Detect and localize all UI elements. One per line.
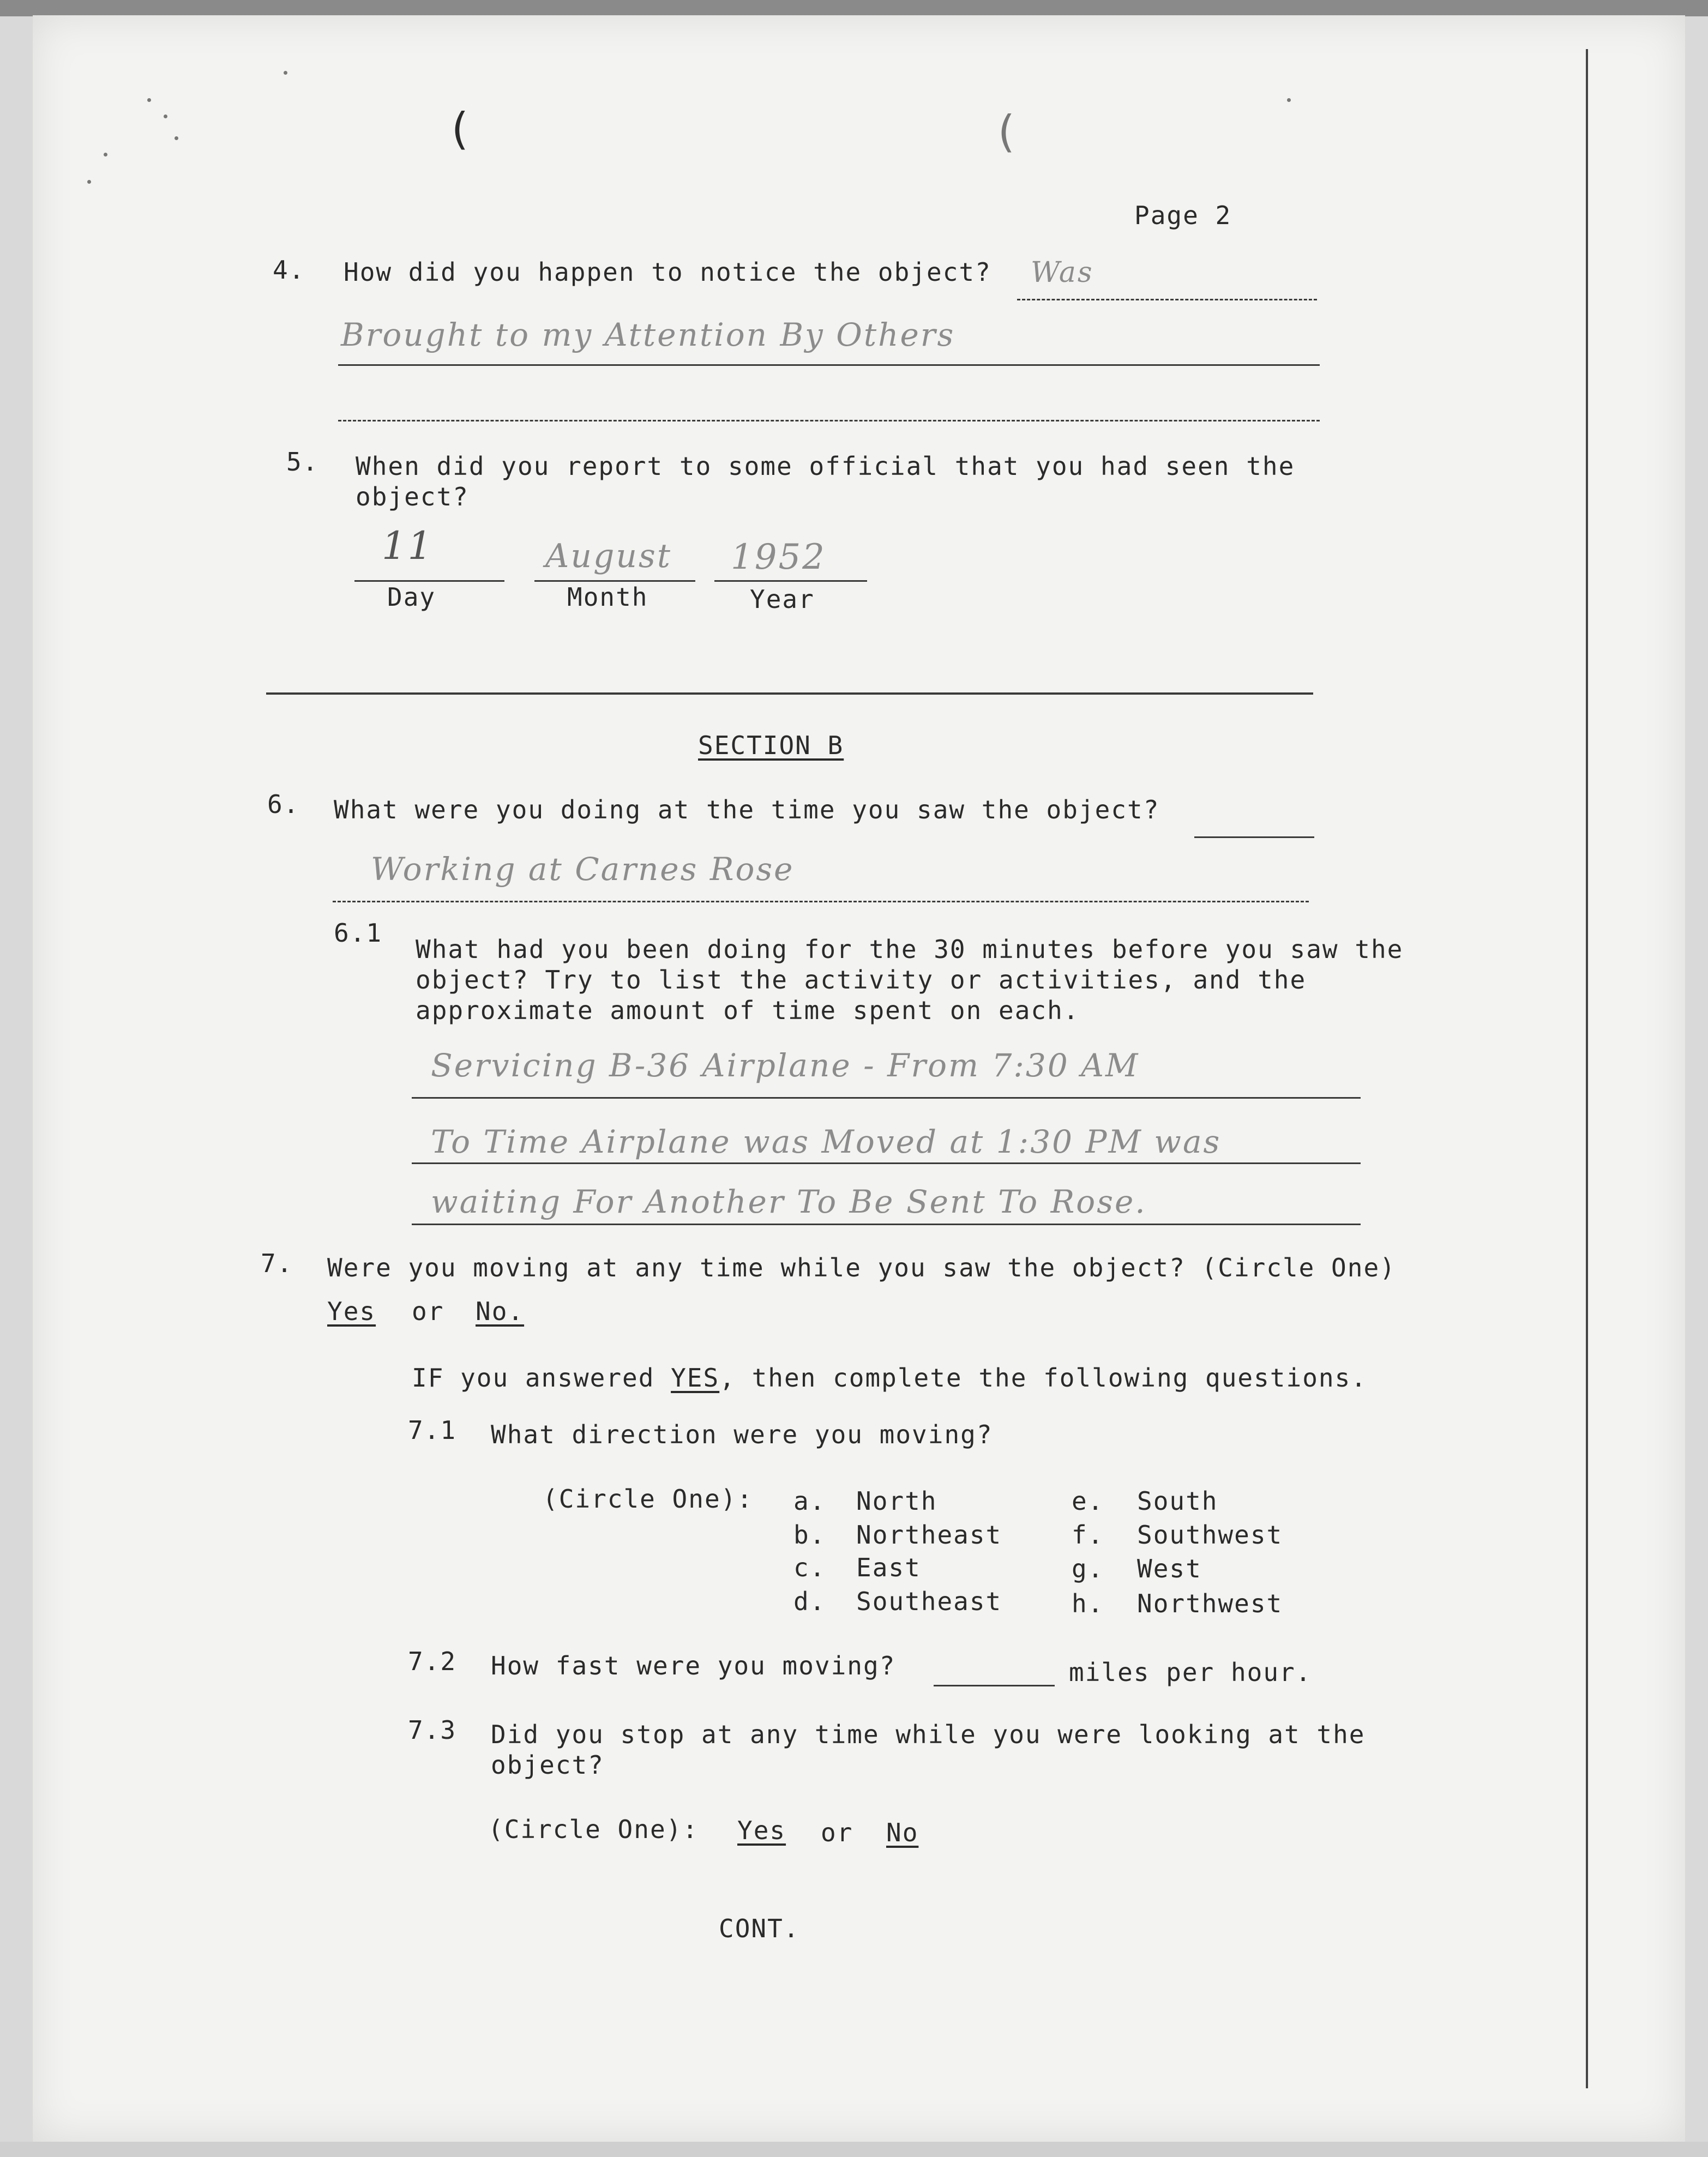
q5-day-label: Day <box>387 582 436 612</box>
q5-day-rule <box>354 580 504 582</box>
speck <box>164 115 167 118</box>
q71-option-letter: g. <box>1072 1554 1104 1583</box>
q5-question-line2: object? <box>356 482 469 511</box>
q7-no-option[interactable]: No. <box>476 1297 525 1326</box>
q73-no-option[interactable]: No <box>886 1818 919 1847</box>
q61-answer-line2: To Time Airplane was Moved at 1:30 PM was <box>431 1123 1222 1160</box>
q61-number: 6.1 <box>334 918 383 948</box>
q7-question: Were you moving at any time while you saw the object? (Circle One) <box>327 1253 1396 1282</box>
q7-if-yes-suffix: , then complete the following questions. <box>719 1363 1367 1393</box>
q6-answer: Working at Carnes Rose <box>371 851 795 888</box>
q71-option-letter: h. <box>1072 1589 1104 1618</box>
q72-speed-input[interactable] <box>934 1685 1055 1686</box>
q61-answer-rule3 <box>412 1224 1361 1225</box>
q71-option-letter: c. <box>793 1553 826 1582</box>
q5-month-value: August <box>545 537 672 575</box>
q71-option-east[interactable]: East <box>856 1553 921 1582</box>
q73-number: 7.3 <box>408 1715 457 1745</box>
paren-mark-right: ( <box>993 106 1020 157</box>
q71-option-letter: b. <box>793 1520 826 1550</box>
right-margin-rule <box>1586 49 1588 2088</box>
q61-answer-line3: waiting For Another To Be Sent To Rose. <box>431 1183 1147 1220</box>
q72-suffix: miles per hour. <box>1069 1658 1312 1687</box>
q72-question: How fast were you moving? <box>491 1651 896 1680</box>
q5-day-value: 11 <box>382 523 434 568</box>
q7-number: 7. <box>261 1249 293 1278</box>
q5-year-rule <box>714 580 867 582</box>
q5-month-label: Month <box>567 582 648 612</box>
section-divider <box>266 692 1313 695</box>
speck <box>175 136 178 140</box>
q71-number: 7.1 <box>408 1415 457 1445</box>
q4-answer-line2: Brought to my Attention By Others <box>341 316 955 353</box>
q7-or-label: or <box>412 1297 444 1326</box>
q61-answer-rule2 <box>412 1162 1361 1164</box>
q5-year-label: Year <box>750 585 815 614</box>
q73-or-label: or <box>821 1818 853 1847</box>
q7-if-yes-word: YES <box>671 1363 720 1393</box>
q5-month-rule <box>534 580 695 582</box>
page-number: Page 2 <box>1134 201 1232 230</box>
q73-question-line2: object? <box>491 1750 604 1780</box>
section-title: SECTION B <box>698 731 844 760</box>
q71-option-southwest[interactable]: Southwest <box>1137 1520 1283 1550</box>
q4-number: 4. <box>273 255 305 285</box>
speck <box>104 153 107 156</box>
q61-question-line1: What had you been doing for the 30 minutes before you saw the <box>416 935 1404 964</box>
q6-number: 6. <box>267 790 300 819</box>
q71-option-north[interactable]: North <box>856 1486 937 1516</box>
q7-if-yes-line <box>412 1363 1367 1393</box>
speck <box>284 71 287 75</box>
q71-option-south[interactable]: South <box>1137 1486 1218 1516</box>
q61-answer-rule1 <box>412 1097 1361 1099</box>
q71-circle-label: (Circle One): <box>543 1484 754 1514</box>
q71-option-letter: f. <box>1072 1520 1104 1550</box>
q71-question: What direction were you moving? <box>491 1420 993 1449</box>
q73-circle-label: (Circle One): <box>488 1815 699 1844</box>
speck <box>147 98 151 102</box>
q71-option-west[interactable]: West <box>1137 1554 1202 1583</box>
q7-yes-option[interactable]: Yes <box>327 1297 376 1326</box>
q6-answer-rule1 <box>1194 836 1314 838</box>
q4-answer-rule2 <box>338 364 1320 366</box>
q5-number: 5. <box>286 447 319 477</box>
q61-question-line3: approximate amount of time spent on each. <box>416 996 1080 1025</box>
continued-label: CONT. <box>719 1914 800 1943</box>
q4-answer-line1: Was <box>1031 256 1094 289</box>
q71-option-northeast[interactable]: Northeast <box>856 1520 1002 1550</box>
q72-number: 7.2 <box>408 1647 457 1676</box>
q73-yes-option[interactable]: Yes <box>737 1816 786 1845</box>
speck <box>87 180 91 184</box>
q73-question-line1: Did you stop at any time while you were looking at the <box>491 1720 1366 1749</box>
q4-question: How did you happen to notice the object? <box>344 257 991 287</box>
q6-answer-rule2 <box>333 901 1309 902</box>
q71-option-letter: e. <box>1072 1486 1104 1516</box>
q61-question-line2: object? Try to list the activity or activities, and the <box>416 965 1307 995</box>
q71-option-northwest[interactable]: Northwest <box>1137 1589 1283 1618</box>
q4-answer-rule3 <box>338 420 1320 421</box>
bottom-film-edge <box>0 2142 1708 2157</box>
top-film-edge <box>0 0 1708 16</box>
q7-if-yes-prefix: IF you answered <box>412 1363 671 1393</box>
q71-option-southeast[interactable]: Southeast <box>856 1587 1002 1616</box>
speck <box>1287 98 1291 102</box>
q61-answer-line1: Servicing B-36 Airplane - From 7:30 AM <box>431 1047 1140 1084</box>
q71-option-letter: a. <box>793 1486 826 1516</box>
q4-answer-rule1 <box>1017 299 1317 300</box>
q6-question: What were you doing at the time you saw the object? <box>334 795 1160 824</box>
q71-option-letter: d. <box>793 1587 826 1616</box>
q5-question-line1: When did you report to some official that you had seen the <box>356 451 1295 481</box>
paren-mark-left: ( <box>446 104 474 154</box>
q5-year-value: 1952 <box>731 537 826 577</box>
